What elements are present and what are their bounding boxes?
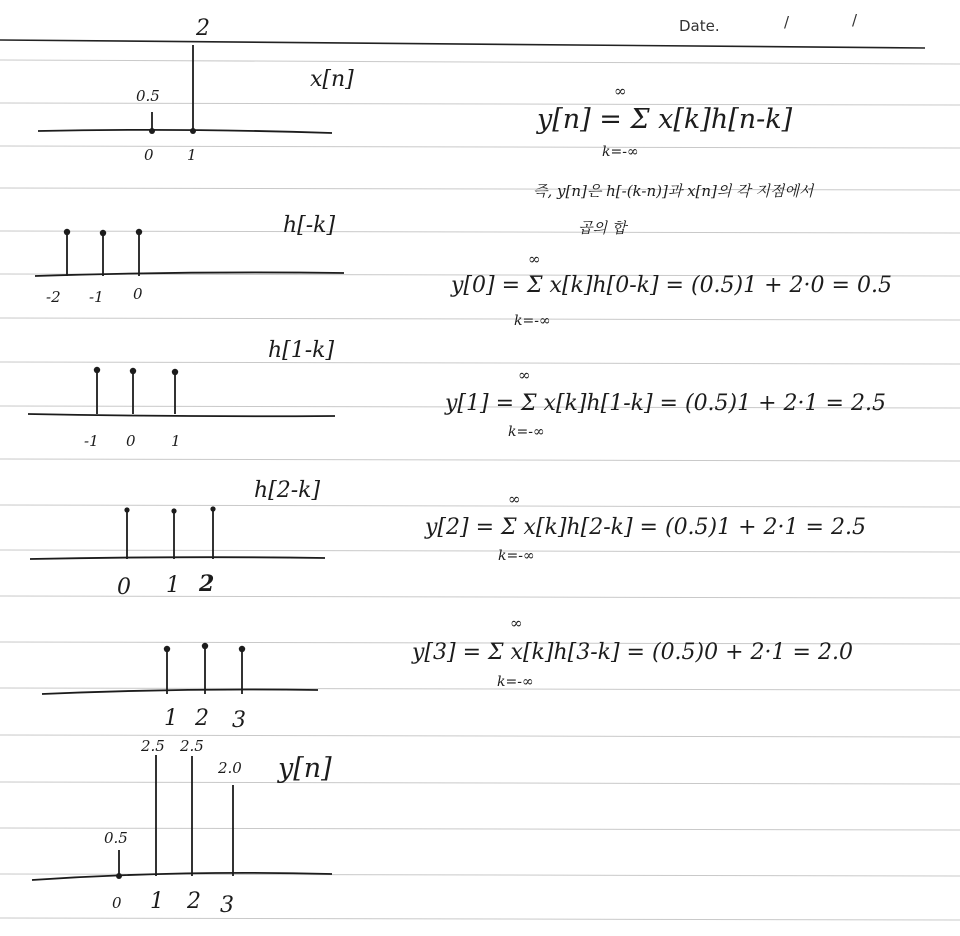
convolution-equations (411, 82, 892, 690)
stem-dot (190, 128, 196, 134)
tick-label: 2 (187, 889, 201, 914)
stem-dot (164, 646, 170, 652)
stem-dot (202, 643, 208, 649)
tick-label: 3 (232, 708, 246, 733)
tick-label: 0 (133, 285, 143, 303)
tick-label: -2 (46, 288, 61, 306)
stem-dot (239, 646, 245, 652)
equation-y0: y[0] = Σ x[k]h[0-k] = (0.5)1 + 2·0 = 0.5 (451, 273, 892, 298)
value-label: 2.0 (218, 759, 242, 777)
value-label: 0.5 (136, 87, 160, 105)
tick-label: 0 (144, 146, 154, 164)
x-axis-line (30, 557, 325, 559)
h-2-k-plot (30, 478, 325, 600)
date-separator: / (784, 13, 790, 31)
sum-upper-limit: ∞ (614, 82, 627, 100)
x-axis-line (42, 690, 318, 695)
plot-title: h[1-k] (268, 338, 335, 363)
explanation-line: 즉, y[n]은 h[-(k-n)]과 x[n]의 각 지점에서 (533, 182, 814, 200)
stem-dot (64, 229, 70, 235)
tick-label: 0 (126, 432, 136, 450)
sum-upper-limit: ∞ (518, 366, 531, 384)
ruled-lines (0, 60, 960, 920)
x-axis-line (28, 414, 335, 416)
value-label: 2 (196, 16, 210, 41)
tick-label: 3 (220, 893, 234, 918)
h-1-k-plot (28, 338, 335, 450)
tick-label: 1 (150, 889, 164, 914)
stem-dot (130, 368, 136, 374)
sum-lower-limit: k=-∞ (514, 313, 551, 329)
x-signal-plot (38, 16, 354, 164)
header-rule (0, 40, 925, 48)
equation-y3: y[3] = Σ x[k]h[3-k] = (0.5)0 + 2·1 = 2.0 (412, 640, 853, 665)
equation-y1: y[1] = Σ x[k]h[1-k] = (0.5)1 + 2·1 = 2.5 (445, 391, 886, 416)
sum-lower-limit: k=-∞ (498, 548, 535, 564)
h-neg-k-plot (35, 213, 344, 306)
tick-label: 1 (187, 146, 197, 164)
tick-label: 0 (112, 894, 122, 912)
stem-dot (149, 128, 155, 134)
y-result-plot (32, 737, 332, 918)
tick-label: 1 (166, 573, 180, 598)
tick-label: -1 (89, 288, 104, 306)
stem-dot (136, 229, 142, 235)
stem-dot (94, 367, 100, 373)
value-label: 0.5 (104, 829, 128, 847)
equation-y2: y[2] = Σ x[k]h[2-k] = (0.5)1 + 2·1 = 2.5 (425, 515, 866, 540)
sum-upper-limit: ∞ (508, 490, 521, 508)
general-formula: y[n] = Σ x[k]h[n-k] (537, 104, 793, 135)
explanation-line: 곱의 합 (578, 219, 627, 237)
date-separator: / (852, 11, 858, 29)
sum-lower-limit: k=-∞ (497, 674, 534, 690)
value-label: 2.5 (141, 737, 165, 755)
tick-label: 2 (195, 706, 209, 731)
plot-title: x[n] (310, 67, 354, 92)
plot-title: h[2-k] (254, 478, 321, 503)
tick-label: 1 (164, 706, 178, 731)
sum-upper-limit: ∞ (528, 250, 541, 268)
tick-label: -1 (84, 432, 99, 450)
stem-dot (171, 508, 176, 513)
tick-label: 0 (117, 575, 131, 600)
plot-title: h[-k] (283, 213, 336, 238)
plot-title: y[n] (278, 753, 332, 784)
stem-dot (172, 369, 178, 375)
date-label: Date. (679, 17, 720, 35)
x-axis-line (38, 130, 332, 133)
sum-lower-limit: k=-∞ (508, 424, 545, 440)
stem-dot (100, 230, 106, 236)
tick-label: 2 (199, 571, 215, 597)
value-label: 2.5 (180, 737, 204, 755)
stem-dot (116, 873, 122, 879)
sum-lower-limit: k=-∞ (602, 144, 639, 160)
stem-dot (124, 507, 129, 512)
stem-dot (210, 506, 215, 511)
sum-upper-limit: ∞ (510, 614, 523, 632)
tick-label: 1 (171, 432, 181, 450)
